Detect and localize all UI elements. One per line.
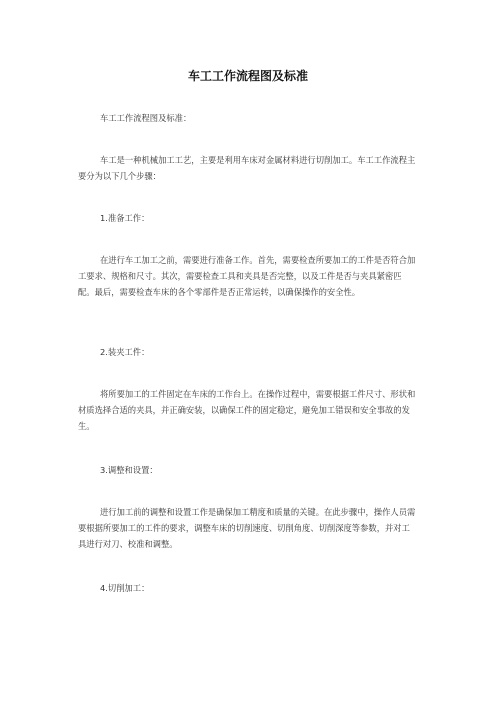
section-body-3: 进行加工前的调整和设置工作是确保加工精度和质量的关键。在此步骤中，操作人员需要根据所要加工的工件的要求，调整车床的切削速度、切削角度、切削深度等参数，并对工具进行对刀、校准和调整。 bbox=[78, 507, 416, 549]
intro-label: 车工工作流程图及标准： bbox=[100, 113, 192, 123]
section-heading-4: 4.切削加工： bbox=[100, 583, 150, 593]
section-body-1: 在进行车工加工之前，需要进行准备工作。首先，需要检查所要加工的工件是否符合加工要求、规格和尺寸。其次，需要检查工具和夹具是否完整，以及工件是否与夹具紧密匹配。最后，需要检查车床的各个零部件是否正常运转，以确保操作的安全性。 bbox=[78, 255, 416, 297]
section-heading-1: 1.准备工作： bbox=[100, 213, 150, 223]
page-title: 车工工作流程图及标准 bbox=[187, 69, 308, 83]
intro-paragraph: 车工是一种机械加工工艺，主要是利用车床对金属材料进行切削加工。车工工作流程主要分为以下几个步骤： bbox=[78, 155, 416, 181]
section-body-2: 将所要加工的工件固定在车床的工作台上。在操作过程中，需要根据工件尺寸、形状和材质选择合适的夹具，并正确安装，以确保工件的固定稳定，避免加工错误和安全事故的发生。 bbox=[78, 389, 416, 431]
section-heading-3: 3.调整和设置： bbox=[100, 465, 158, 475]
section-heading-2: 2.装夹工件： bbox=[100, 347, 150, 357]
